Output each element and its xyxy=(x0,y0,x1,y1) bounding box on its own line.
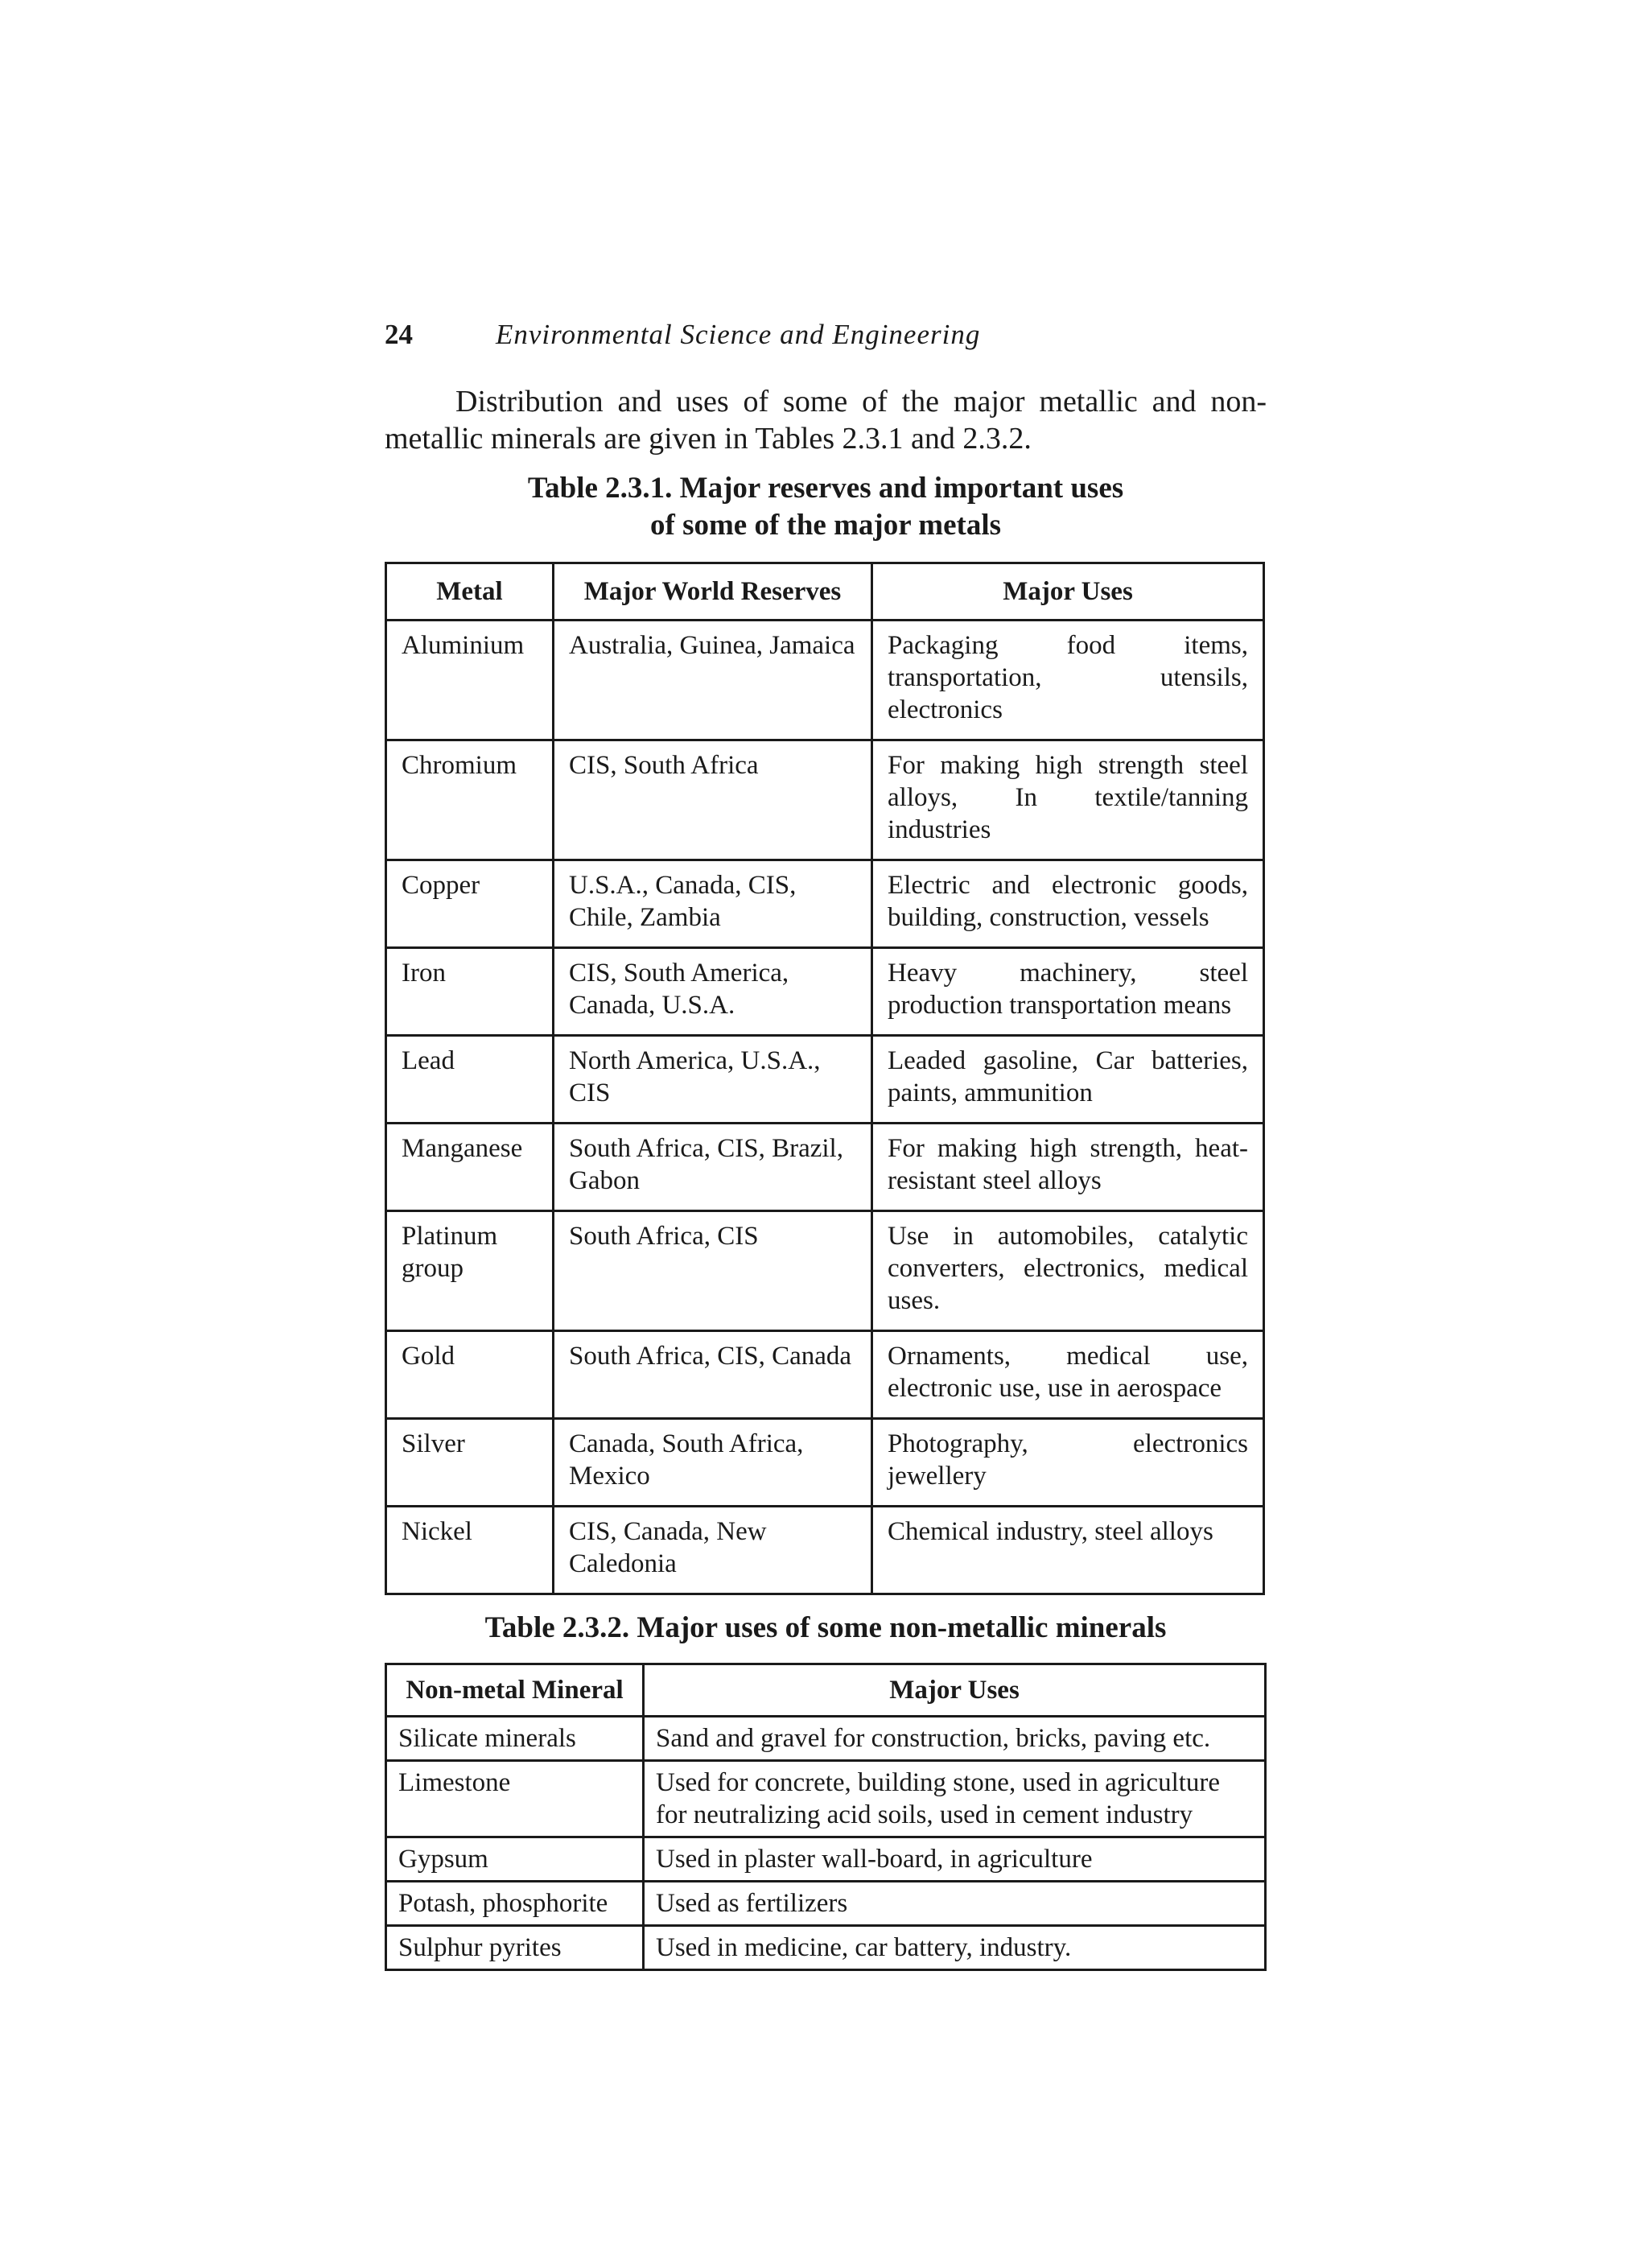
running-head xyxy=(385,319,1267,351)
metal-cell: Lead xyxy=(386,1036,554,1124)
metal-cell: Platinum group xyxy=(386,1211,554,1331)
book-title: Environmental Science and Engineering xyxy=(496,319,981,350)
table2-caption: Table 2.3.2. Major uses of some non-metallic minerals xyxy=(484,1611,1167,1644)
reserves-cell: U.S.A., Canada, CIS, Chile, Zambia xyxy=(554,860,872,948)
table-row xyxy=(386,860,1264,948)
page-number: 24 xyxy=(385,319,413,350)
table-row xyxy=(386,1036,1264,1124)
uses-cell: Used as fertilizers xyxy=(644,1882,1266,1926)
mineral-cell: Sulphur pyrites xyxy=(386,1926,644,1970)
table-header-row xyxy=(386,563,1264,621)
reserves-cell: South Africa, CIS xyxy=(554,1211,872,1331)
reserves-cell: CIS, Canada, New Caledonia xyxy=(554,1507,872,1594)
mineral-cell: Potash, phosphorite xyxy=(386,1882,644,1926)
reserves-cell: South Africa, CIS, Canada xyxy=(554,1331,872,1419)
table-header-row xyxy=(386,1664,1266,1717)
metal-cell: Iron xyxy=(386,948,554,1036)
metal-cell: Silver xyxy=(386,1419,554,1507)
uses-cell: Electric and electronic goods, building, construction, vessels xyxy=(872,860,1264,948)
uses-cell: Ornaments, medical use, electronic use, use in aerospace xyxy=(872,1331,1264,1419)
reserves-cell: South Africa, CIS, Brazil, Gabon xyxy=(554,1124,872,1211)
metal-cell: Manganese xyxy=(386,1124,554,1211)
table-row xyxy=(386,1926,1266,1970)
uses-cell: Chemical industry, steel alloys xyxy=(872,1507,1264,1594)
table-row xyxy=(386,1211,1264,1331)
metal-cell: Nickel xyxy=(386,1507,554,1594)
column-header-reserves: Major World Reserves xyxy=(554,563,872,621)
mineral-cell: Silicate minerals xyxy=(386,1717,644,1761)
column-header-uses: Major Uses xyxy=(644,1664,1266,1717)
uses-cell: Photography, electronics jewellery xyxy=(872,1419,1264,1507)
table-row xyxy=(386,1124,1264,1211)
uses-cell: Leaded gasoline, Car batteries, paints, ammunition xyxy=(872,1036,1264,1124)
uses-cell: Used in plaster wall-board, in agriculture xyxy=(644,1837,1266,1882)
uses-cell: Heavy machinery, steel production transportation means xyxy=(872,948,1264,1036)
mineral-cell: Limestone xyxy=(386,1761,644,1837)
table-row xyxy=(386,1761,1266,1837)
reserves-cell: CIS, South America, Canada, U.S.A. xyxy=(554,948,872,1036)
uses-cell: Used for concrete, building stone, used in agriculture for neutralizing acid soils, used in cement industry xyxy=(644,1761,1266,1837)
uses-cell: For making high strength steel alloys, In textile/tanning industries xyxy=(872,740,1264,860)
metal-cell: Copper xyxy=(386,860,554,948)
metal-cell: Chromium xyxy=(386,740,554,860)
uses-cell: For making high strength, heat-resistant steel alloys xyxy=(872,1124,1264,1211)
reserves-cell: Canada, South Africa, Mexico xyxy=(554,1419,872,1507)
table-row xyxy=(386,1837,1266,1882)
table-row xyxy=(386,1717,1266,1761)
table-row xyxy=(386,1882,1266,1926)
table-row xyxy=(386,621,1264,740)
metal-cell: Gold xyxy=(386,1331,554,1419)
reserves-cell: CIS, South Africa xyxy=(554,740,872,860)
table-row xyxy=(386,1419,1264,1507)
uses-cell: Packaging food items, transportation, utensils, electronics xyxy=(872,621,1264,740)
metals-table xyxy=(385,562,1265,1595)
uses-cell: Used in medicine, car battery, industry. xyxy=(644,1926,1266,1970)
intro-paragraph: Distribution and uses of some of the major metallic and non-metallic minerals are given in Tables 2.3.1 and 2.3.2. xyxy=(385,385,1267,456)
reserves-cell: North America, U.S.A., CIS xyxy=(554,1036,872,1124)
non-metals-table xyxy=(385,1663,1267,1971)
metal-cell: Aluminium xyxy=(386,621,554,740)
table-row xyxy=(386,1507,1264,1594)
mineral-cell: Gypsum xyxy=(386,1837,644,1882)
column-header-mineral: Non-metal Mineral xyxy=(386,1664,644,1717)
reserves-cell: Australia, Guinea, Jamaica xyxy=(554,621,872,740)
table1-caption: Table 2.3.1. Major reserves and important uses of some of the major metals xyxy=(527,472,1124,542)
column-header-uses: Major Uses xyxy=(872,563,1264,621)
table-row xyxy=(386,948,1264,1036)
book-page xyxy=(385,319,1267,1971)
table-row xyxy=(386,1331,1264,1419)
table-row xyxy=(386,740,1264,860)
column-header-metal: Metal xyxy=(386,563,554,621)
uses-cell: Sand and gravel for construction, bricks, paving etc. xyxy=(644,1717,1266,1761)
uses-cell: Use in automobiles, catalytic converters, electronics, medical uses. xyxy=(872,1211,1264,1331)
